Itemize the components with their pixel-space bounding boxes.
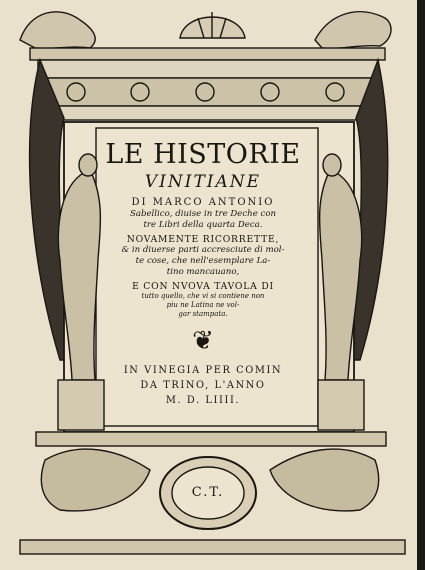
title-text-block [105,131,301,431]
imprint-line: DA TRINO, L'ANNO [140,380,266,392]
table-line: tutto quello, che vi si contiene non [141,292,265,301]
pedestal-right [318,380,364,430]
author-line: DI MARCO ANTONIO [131,197,275,208]
reclining-figure-left [41,449,150,511]
imprint-year: M. D. LIIII. [165,394,241,406]
frieze [40,78,375,106]
book-subtitle: VINITIANE [144,172,262,192]
cornice-top [30,48,385,60]
table-line: gar stampata. [178,310,228,319]
description-line: tre Libri della quarta Deca. [143,219,263,230]
imprint-line: IN VINEGIA PER COMIN [123,365,283,377]
description-line: Sabellico, diuise in tre Deche con [129,209,277,219]
cherub-left [20,12,95,49]
cherub-right [315,12,391,49]
revision-line: tino mancauano, [166,266,240,277]
page-edge [417,0,425,570]
printer-mark-icon: ❦ [192,326,214,357]
base-band [36,432,386,446]
revision-heading: NOVAMENTE RICORRETTE, [126,234,280,246]
table-line: piu ne Latina ne vol- [166,301,240,310]
revision-line: te cose, che nell'esemplare La- [135,255,271,266]
revision-line: & in diuerse parti accresciute di mol- [121,245,285,256]
reclining-figure-right [270,449,379,511]
book-title: LE HISTORIE [105,139,301,170]
pedestal-left [58,380,104,430]
printer-initials: C.T. [191,485,225,500]
table-heading: E CON NVOVA TAVOLA DI [132,281,274,293]
